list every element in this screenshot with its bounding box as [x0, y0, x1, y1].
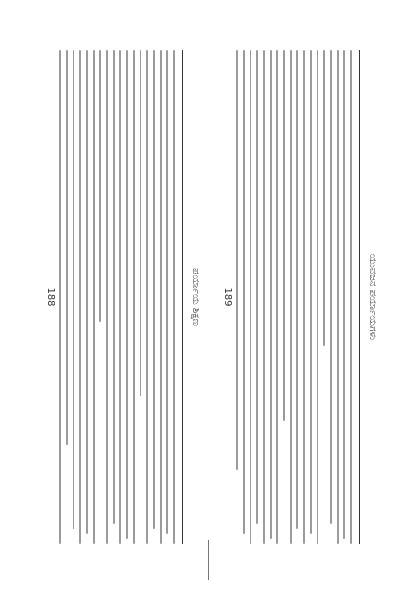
right-page-header: ಯುವಜನ ಪರ್ಯಾಯಗಳು [367, 253, 378, 341]
left-page-rule [182, 50, 183, 544]
page-gutter [208, 540, 209, 580]
right-page-body [236, 50, 352, 544]
left-page-number: 188 [45, 287, 56, 307]
right-page [222, 0, 382, 594]
right-page-rule [359, 50, 360, 544]
left-page-header: ಪರ್ಯಾಯ ಶಿಕ್ಷಣ [190, 268, 201, 326]
left-page-body [59, 50, 175, 544]
right-page-number: 189 [222, 287, 233, 307]
left-page [45, 0, 205, 594]
